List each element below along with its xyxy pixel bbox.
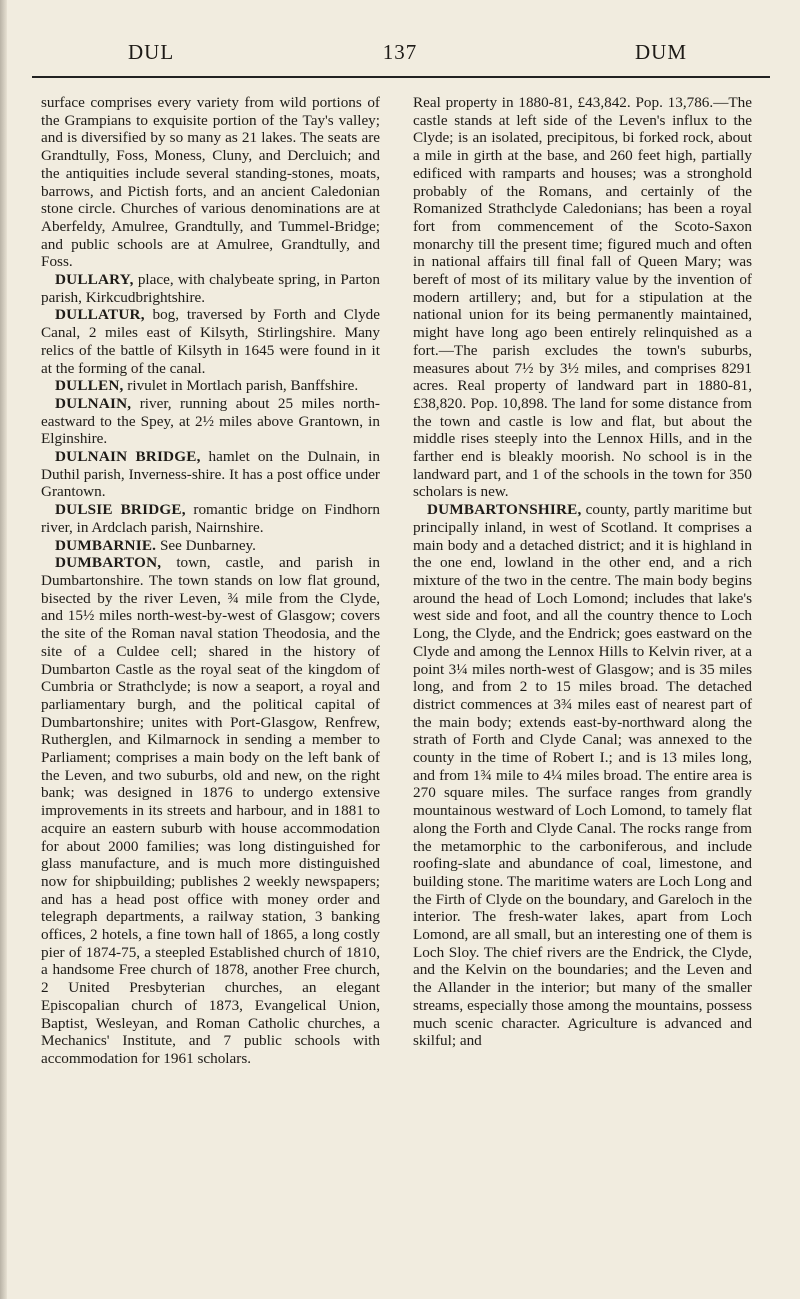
right-column xyxy=(413,94,752,1050)
headword: DULNAIN BRIDGE, xyxy=(55,448,201,466)
header-rule xyxy=(32,76,770,78)
entry-dulnain-bridge: DULNAIN BRIDGE, hamlet on the Dulnain, in Duthil parish, Inverness-shire. It has a post office under Grantown. xyxy=(41,448,380,501)
binding-edge xyxy=(0,0,7,1299)
headword: DULLEN, xyxy=(55,377,124,395)
headword: DUMBARTON, xyxy=(55,554,162,572)
headword: DULSIE BRIDGE, xyxy=(55,501,186,519)
headword: DULLARY, xyxy=(55,271,134,289)
running-head-left: DUL xyxy=(128,40,175,64)
entry-dulnain: DULNAIN, river, running about 25 miles north-eastward to the Spey, at 2½ miles above Grantown, in Elginshire. xyxy=(41,394,380,448)
page-header xyxy=(30,40,770,80)
entry-continuation: surface comprises every variety from wild portions of the Grampians to exquisite portion of the Tay's valley; and is diversified by so many as 21 lakes. The seats are Grandtully, Foss, Moness, Cluny, and Dercluich; and the antiquities include several standing-stones, moats, barrows, and Pictish forts, and an ancient Caledonian stone circle. Churches of various denominations are at Aberfeldy, Amulree, Grandtully, and Tummel-Bridge; and public schools are at Amulree, Grandtully, and Foss. xyxy=(41,94,380,271)
entry-dumbartonshire: DUMBARTONSHIRE, county, partly maritime but principally inland, in west of Scotland. It comprises a main body and a detached district; and it is highland in the one end, lowland in the other end, and a rich mixture of the two in the centre. The main body begins around the head of Loch Lomond; includes that lake's west side and foot, and all the country thence to Loch Long, the Clyde, and the Endrick; goes eastward on the Clyde and among the Lennox Hills to Kelvin river, at a point 3¼ miles north-west of Glasgow; and is 35 miles long, and from 2 to 15 miles broad. The detached district commences at 3¾ miles east of nearest part of the main body; extends east-by-northward along the strath of Forth and Clyde Canal; was annexed to the county in the time of Robert I.; and is 13 miles long, and from 1¾ mile to 4¼ miles broad. The entire area is 270 square miles. The surface ranges from grandly mountainous westward of Loch Lomond, to tamely flat along the Forth and Clyde Canal. The rocks range from the metamorphic to the carboniferous, and include roofing-slate and abundance of coal, limestone, and building stone. The maritime waters are Loch Long and the Firth of Clyde on the boundary, and Gareloch in the interior. The fresh-water lakes, apart from Loch Lomond, are all small, but an interesting one of them is Loch Sloy. The chief rivers are the Endrick, the Clyde, and the Kelvin on the boundaries; and the Leven and the Allander in the interior; but many of the smaller streams, especially those among the mountains, possess much scenic character. Agriculture is advanced and skilful; and xyxy=(413,501,752,1050)
running-head-right: DUM xyxy=(635,40,688,64)
page-number: 137 xyxy=(382,40,418,64)
entry-dumbarton: DUMBARTON, town, castle, and parish in Dumbartonshire. The town stands on low flat ground, bisected by the river Leven, ¾ mile from the Clyde, and 15½ miles north-west-by-west of Glasgow; covers the site of the Roman naval station Theodosia, and the site of a Culdee cell; shared in the history of Dumbarton Castle as the royal seat of the kingdom of Cumbria or Strathclyde; is now a seaport, a royal and parliamentary burgh, and the political capital of Dumbartonshire; unites with Port-Glasgow, Renfrew, Rutherglen, and Kilmarnock in sending a member to Parliament; comprises a main body on the left bank of the Leven, and two suburbs, old and new, on the right bank; was designed in 1876 to undergo extensive improvements in its streets and harbour, and in 1881 to acquire an eastern suburb with house accommodation for about 2000 families; was long distinguished for glass manufacture, and is much more distinguished now for shipbuilding; publishes 2 weekly newspapers; and has a head post office with money order and telegraph departments, a railway station, 3 banking offices, 2 hotels, a fine town hall of 1865, a long costly pier of 1874-75, a steepled Established church of 1810, a handsome Free church of 1878, another Free church, 2 United Presbyterian churches, an elegant Episcopalian church of 1873, Evangelical Union, Baptist, Wesleyan, and Roman Catholic churches, a Mechanics' Institute, and 7 public schools with accommodation for 1961 scholars. xyxy=(41,554,380,1067)
entry-dumbarnie: DUMBARNIE. See Dunbarney. xyxy=(55,536,256,554)
headword: DUMBARNIE. xyxy=(55,536,157,554)
entry-dulsie-bridge: DULSIE BRIDGE, romantic bridge on Findhorn river, in Ardclach parish, Nairnshire. xyxy=(41,501,380,536)
left-column xyxy=(41,94,380,1068)
entry-continuation: Real property in 1880-81, £43,842. Pop. 13,786.—The castle stands at left side of the Leven's influx to the Clyde; is an isolated, precipitous, bi forked rock, about a mile in girth at the base, and 260 feet high, partially edificed with ramparts and houses; was a stronghold probably of the Romans, and certainly of the Romanized Strathclyde Caledonians; has been a royal fort from commencement of the Scoto-Saxon monarchy till the present time; figured much and often in national affairs till final fall of Queen Mary; was bereft of most of its military value by the invention of modern artillery; and, but for a stipulation at the national union for its being permanently maintained, might have long ago been entirely relinquished as a fort.—The parish excludes the town's suburbs, measures about 7½ by 3½ miles, and comprises 8291 acres. Real property of landward part in 1880-81, £38,820. Pop. 10,898. The land for some distance from the town and castle is low and flat, but about the middle rises steeply into the Lennox Hills, and in the farther end is bleakly moorish. No school is in the landward part, and 1 of the schools in the town for 350 scholars is new. xyxy=(413,94,752,501)
headword: DULNAIN, xyxy=(55,394,132,412)
headword: DUMBARTONSHIRE, xyxy=(427,501,582,519)
headword: DULLATUR, xyxy=(55,306,145,324)
entry-dullen: DULLEN, rivulet in Mortlach parish, Banffshire. xyxy=(55,377,359,395)
entry-dullatur: DULLATUR, bog, traversed by Forth and Clyde Canal, 2 miles east of Kilsyth, Stirlingshire. Many relics of the battle of Kilsyth in 1645 were found in it at the forming of the canal. xyxy=(41,306,380,377)
entry-dullary: DULLARY, place, with chalybeate spring, in Parton parish, Kirkcudbrightshire. xyxy=(41,271,380,306)
